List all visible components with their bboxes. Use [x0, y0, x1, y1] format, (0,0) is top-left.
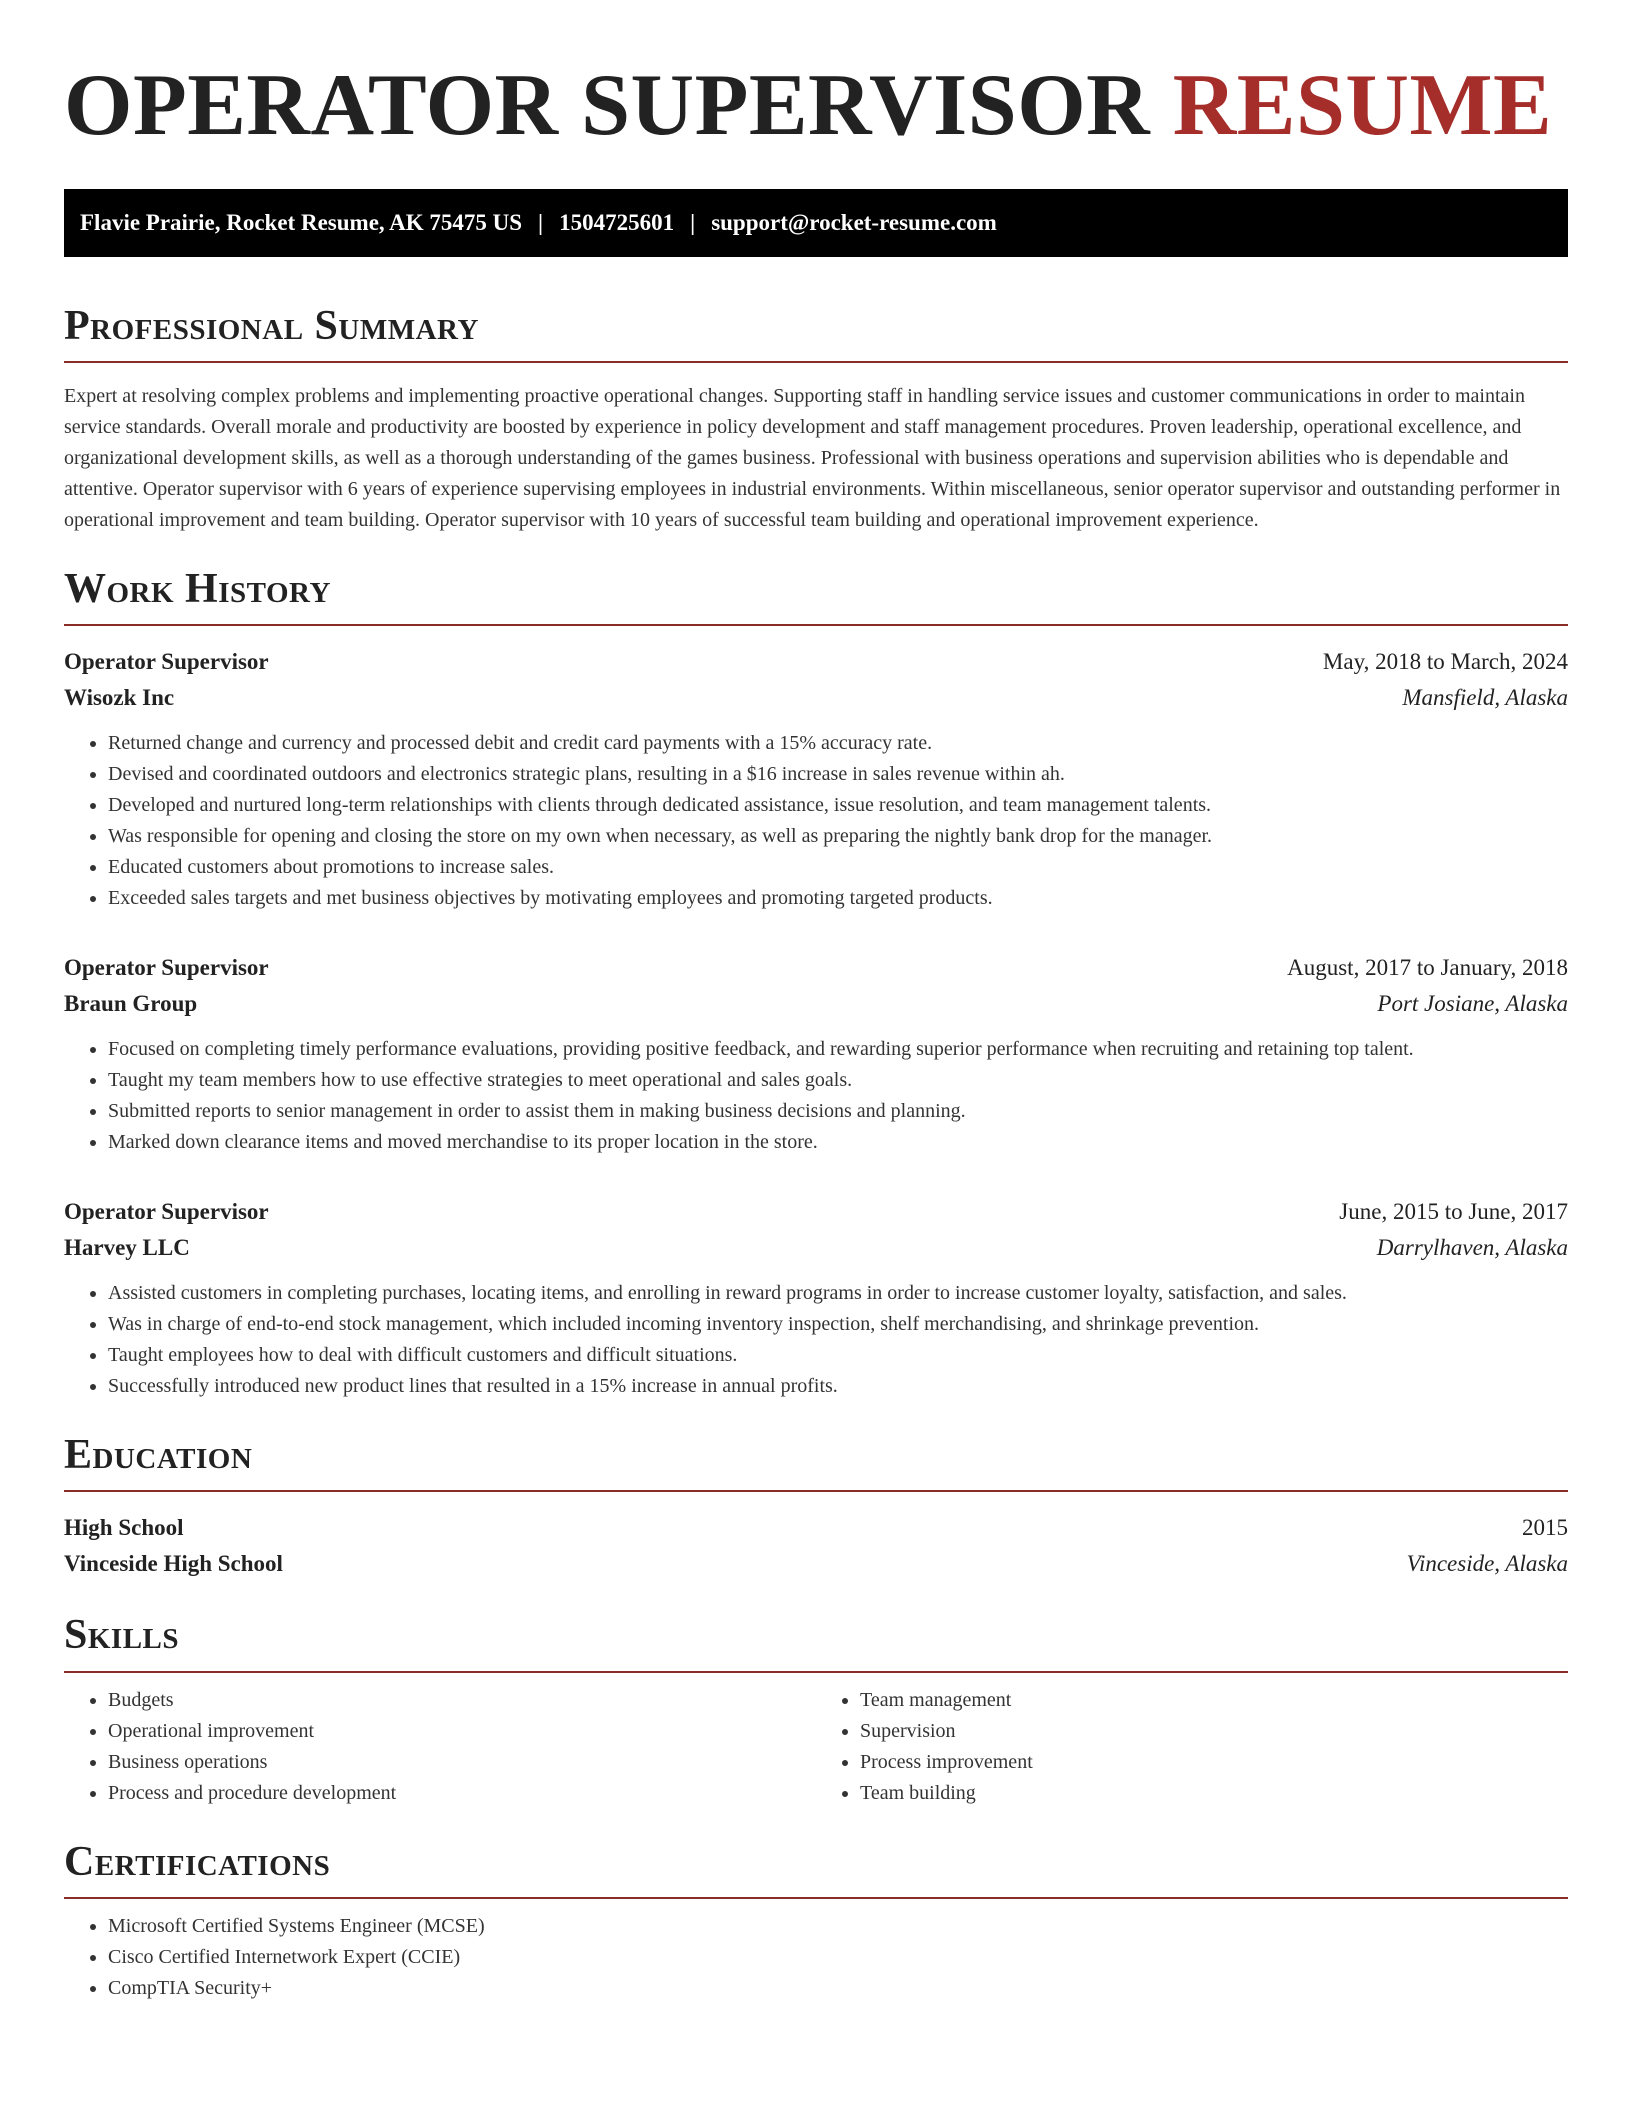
education-entry: [64, 1510, 1568, 1582]
job-bullet-list: [64, 1278, 1568, 1402]
job-bullet: • Was in charge of end-to-end stock management, which included incoming inventory inspection, shelf merchandising, and shrinkage prevention.: [108, 1309, 1568, 1340]
contact-phone: 1504725601: [559, 209, 675, 235]
job-bullet: • Marked down clearance items and moved merchandise to its proper location in the store.: [108, 1127, 1568, 1158]
job-header-row: [64, 950, 1568, 986]
job-header-row: [64, 644, 1568, 680]
job-bullet: • Focused on completing timely performance evaluations, providing positive feedback, and rewarding superior performance when recruiting and retaining top talent.: [108, 1034, 1568, 1065]
work-history-section: [64, 566, 1568, 1402]
section-divider: [64, 1897, 1568, 1899]
job-location: Darrylhaven, Alaska: [1376, 1235, 1568, 1261]
resume-title: [64, 58, 1568, 155]
skill-item: • Operational improvement: [108, 1716, 816, 1747]
section-heading: Certifications: [64, 1838, 331, 1885]
job-bullet: • Taught employees how to deal with difficult customers and difficult situations.: [108, 1340, 1568, 1371]
title-accent: RESUME: [1172, 57, 1553, 154]
job-bullet: • Exceeded sales targets and met business objectives by motivating employees and promoting targeted products.: [108, 883, 1568, 914]
section-divider: [64, 1671, 1568, 1673]
contact-bar: [64, 189, 1568, 257]
education-location: Vinceside, Alaska: [1406, 1551, 1568, 1577]
job-company-row: [64, 1230, 1568, 1266]
education-section: [64, 1432, 1568, 1582]
summary-section: [64, 303, 1568, 536]
education-row: [64, 1546, 1568, 1582]
job-entry: [64, 950, 1568, 1158]
job-dates: June, 2015 to June, 2017: [1339, 1199, 1568, 1225]
job-dates: August, 2017 to January, 2018: [1287, 955, 1568, 981]
certification-item: • Cisco Certified Internetwork Expert (CCIE): [108, 1942, 1568, 1973]
job-company: Harvey LLC: [64, 1235, 190, 1261]
section-divider: [64, 624, 1568, 626]
section-heading: Professional Summary: [64, 302, 479, 349]
job-bullet: • Assisted customers in completing purchases, locating items, and enrolling in reward programs in order to increase customer loyalty, satisfaction, and sales.: [108, 1278, 1568, 1309]
education-school: Vinceside High School: [64, 1551, 283, 1577]
job-bullet-list: [64, 1034, 1568, 1158]
certification-item: • Microsoft Certified Systems Engineer (MCSE): [108, 1911, 1568, 1942]
job-title: Operator Supervisor: [64, 955, 269, 981]
job-location: Mansfield, Alaska: [1402, 685, 1568, 711]
job-bullet: • Developed and nurtured long-term relationships with clients through dedicated assistance, issue resolution, and team management talents.: [108, 790, 1568, 821]
certifications-list: [64, 1911, 1568, 2004]
job-list: [64, 644, 1568, 1402]
certification-item: • CompTIA Security+: [108, 1973, 1568, 2004]
skill-item: • Budgets: [108, 1685, 816, 1716]
certifications-section: [64, 1839, 1568, 2004]
section-heading: Work History: [64, 565, 331, 612]
job-bullet-list: [64, 728, 1568, 914]
job-title: Operator Supervisor: [64, 649, 269, 675]
job-entry: [64, 644, 1568, 914]
job-bullet: • Submitted reports to senior management in order to assist them in making business decisions and planning.: [108, 1096, 1568, 1127]
skills-list-left: [64, 1685, 816, 1809]
job-bullet: • Successfully introduced new product lines that resulted in a 15% increase in annual profits.: [108, 1371, 1568, 1402]
skill-item: • Business operations: [108, 1747, 816, 1778]
skills-list-right: [816, 1685, 1568, 1809]
job-title: Operator Supervisor: [64, 1199, 269, 1225]
summary-text: Expert at resolving complex problems and implementing proactive operational changes. Supporting staff in handling service issues and customer communications in order to maintain service standards. Overall morale and productivity are boosted by experience in policy development and staff management procedures. Proven leadership, operational excellence, and organizational development skills, as well as a thorough understanding of the games business. Professional with business operations and supervision abilities who is dependable and attentive. Operator supervisor with 6 years of experience supervising employees in industrial environments. Within miscellaneous, senior operator supervisor and outstanding performer in operational improvement and team building. Operator supervisor with 10 years of successful team building and operational improvement experience.: [64, 384, 1561, 531]
job-company: Wisozk Inc: [64, 685, 175, 711]
job-bullet: • Taught my team members how to use effective strategies to meet operational and sales goals.: [108, 1065, 1568, 1096]
education-year: 2015: [1522, 1515, 1568, 1541]
job-bullet: • Returned change and currency and processed debit and credit card payments with a 15% accuracy rate.: [108, 728, 1568, 759]
job-dates: May, 2018 to March, 2024: [1322, 649, 1568, 675]
section-heading: Education: [64, 1432, 253, 1479]
section-divider: [64, 361, 1568, 363]
education-row: [64, 1510, 1568, 1546]
job-company: Braun Group: [64, 991, 198, 1017]
job-location: Port Josiane, Alaska: [1377, 991, 1568, 1017]
contact-separator: |: [538, 209, 544, 235]
job-bullet: • Was responsible for opening and closing the store on my own when necessary, as well as preparing the nightly bank drop for the manager.: [108, 821, 1568, 852]
skills-grid: [64, 1685, 1568, 1809]
education-degree: High School: [64, 1515, 184, 1541]
contact-separator: |: [690, 209, 696, 235]
section-divider: [64, 1490, 1568, 1492]
skill-item: • Supervision: [860, 1716, 1568, 1747]
job-company-row: [64, 680, 1568, 716]
job-company-row: [64, 986, 1568, 1022]
skills-section: [64, 1612, 1568, 1808]
job-header-row: [64, 1194, 1568, 1230]
skill-item: • Team building: [860, 1778, 1568, 1809]
skill-item: • Team management: [860, 1685, 1568, 1716]
job-bullet: • Devised and coordinated outdoors and electronics strategic plans, resulting in a $16 increase in sales revenue within ah.: [108, 759, 1568, 790]
job-bullet: • Educated customers about promotions to increase sales.: [108, 852, 1568, 883]
skill-item: • Process improvement: [860, 1747, 1568, 1778]
contact-address: Flavie Prairie, Rocket Resume, AK 75475 US: [80, 209, 523, 235]
section-heading: Skills: [64, 1612, 180, 1659]
skill-item: • Process and procedure development: [108, 1778, 816, 1809]
contact-email: support@rocket-resume.com: [711, 209, 997, 235]
title-main: OPERATOR SUPERVISOR: [64, 57, 1151, 154]
job-entry: [64, 1194, 1568, 1402]
